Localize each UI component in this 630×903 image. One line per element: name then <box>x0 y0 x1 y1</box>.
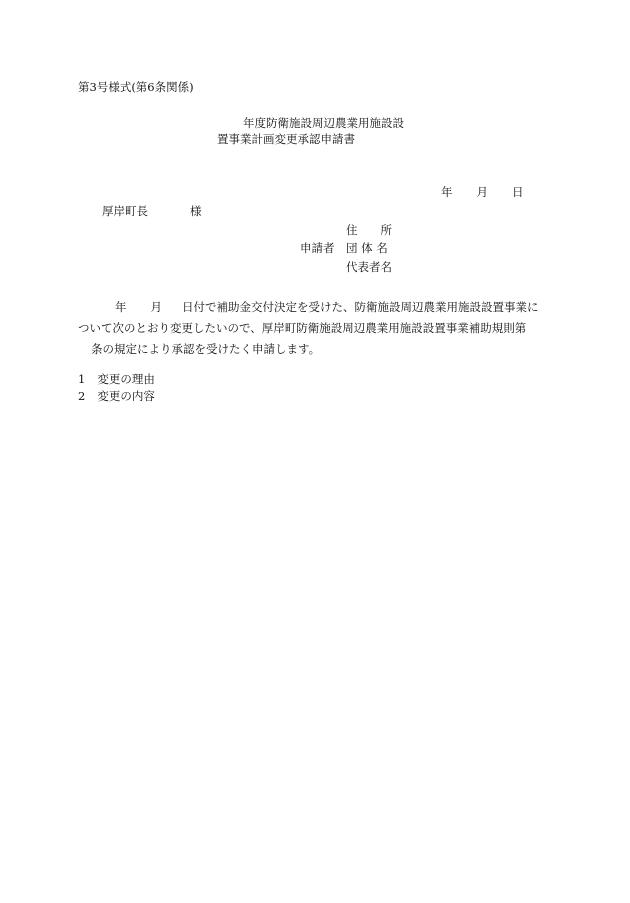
item-label: 変更の内容 <box>97 389 155 403</box>
application-body <box>78 297 539 360</box>
date-line <box>441 187 524 199</box>
title-line-1: 年度防衛施設周辺農業用施設設 <box>243 116 404 130</box>
body-line-1-text: 日付で補助金交付決定を受けた、防衛施設周辺農業用施設設置事業に <box>182 300 539 314</box>
body-line-3 <box>78 339 539 360</box>
date-month: 月 <box>476 185 488 199</box>
representative-name-label: 代表者名 <box>346 260 392 274</box>
title-line-2: 置事業計画変更承認申請書 <box>217 132 355 146</box>
date-day: 日 <box>512 185 524 199</box>
item-label: 変更の理由 <box>97 372 155 386</box>
list-item <box>78 391 155 403</box>
address-label: 住 所 <box>346 223 392 237</box>
body-line-1 <box>78 297 539 318</box>
date-year: 年 <box>441 185 453 199</box>
list-item <box>78 374 155 386</box>
body-line-3-text: 条の規定により承認を受けたく申請します。 <box>91 342 321 356</box>
body-month: 月 <box>150 300 162 314</box>
body-line-2: ついて次のとおり変更したいので、厚岸町防衛施設周辺農業用施設設置事業補助規則第 <box>78 321 527 335</box>
applicant-label: 申請者 <box>300 241 335 255</box>
body-year: 年 <box>115 300 127 314</box>
item-number: 1 <box>78 372 86 386</box>
addressee-honorific: 様 <box>190 204 202 218</box>
form-number: 第3号様式(第6条関係) <box>78 80 194 94</box>
organization-name-label: 団 体 名 <box>346 241 388 255</box>
addressee <box>102 206 202 218</box>
item-number: 2 <box>78 389 86 403</box>
addressee-name: 厚岸町長 <box>102 204 148 218</box>
